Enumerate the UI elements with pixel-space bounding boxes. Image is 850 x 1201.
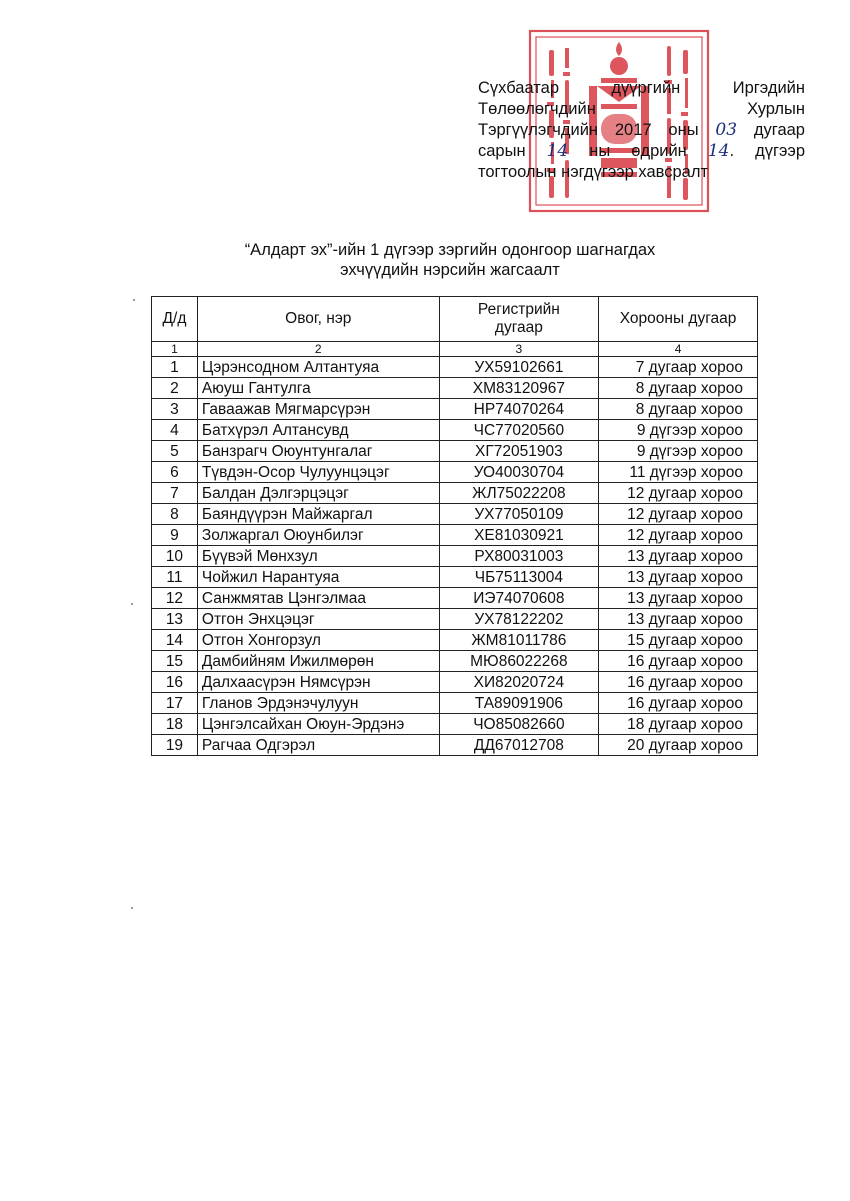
row-number-cell: 6 [152, 462, 198, 483]
table-row [152, 693, 758, 714]
row-register-cell: УХ59102661 [439, 357, 599, 378]
table-row [152, 609, 758, 630]
row-register-cell: ЧС77020560 [439, 420, 599, 441]
table-row [152, 735, 758, 756]
appendix-line4-text-b: ны өдрийн [589, 142, 687, 160]
row-name-cell: Отгон Энхцэцэг [197, 609, 439, 630]
row-register-cell: ХЕ81030921 [439, 525, 599, 546]
row-khoroo-cell: 15 дугаар хороо [599, 630, 758, 651]
row-khoroo-cell: 12 дугаар хороо [599, 483, 758, 504]
row-number-cell: 8 [152, 504, 198, 525]
row-name-cell: Банзрагч Оюунтунгалаг [197, 441, 439, 462]
row-number-cell: 11 [152, 567, 198, 588]
table-row [152, 546, 758, 567]
table-row [152, 420, 758, 441]
row-khoroo-cell: 11 дүгээр хороо [599, 462, 758, 483]
column-number-row [152, 342, 758, 357]
row-number-cell: 10 [152, 546, 198, 567]
row-khoroo-cell: 13 дугаар хороо [599, 609, 758, 630]
table-row [152, 483, 758, 504]
appendix-line3-text-a: Тэргүүлэгчдийн 2017 оны [478, 121, 699, 139]
row-register-cell: ДД67012708 [439, 735, 599, 756]
row-register-cell: ЖМ81011786 [439, 630, 599, 651]
row-number-cell: 13 [152, 609, 198, 630]
row-khoroo-cell: 8 дугаар хороо [599, 399, 758, 420]
row-register-cell: ТА89091906 [439, 693, 599, 714]
row-khoroo-cell: 18 дугаар хороо [599, 714, 758, 735]
header-register-line-1: Регистрийн [477, 301, 560, 318]
row-name-cell: Аюуш Гантулга [197, 378, 439, 399]
appendix-note-line-2: Төлөөлөгчдийн Хурлын [478, 100, 805, 118]
row-number-cell: 5 [152, 441, 198, 462]
row-khoroo-cell: 8 дугаар хороо [599, 378, 758, 399]
row-number-cell: 2 [152, 378, 198, 399]
row-number-cell: 17 [152, 693, 198, 714]
table-row [152, 588, 758, 609]
row-register-cell: ИЭ74070608 [439, 588, 599, 609]
row-number-cell: 7 [152, 483, 198, 504]
row-register-cell: ЖЛ75022208 [439, 483, 599, 504]
row-register-cell: НР74070264 [439, 399, 599, 420]
row-khoroo-cell: 20 дугаар хороо [599, 735, 758, 756]
appendix-note [478, 78, 805, 183]
table-row [152, 462, 758, 483]
row-register-cell: РХ80031003 [439, 546, 599, 567]
row-khoroo-cell: 9 дүгээр хороо [599, 441, 758, 462]
column-number: 1 [152, 342, 198, 357]
table-row [152, 672, 758, 693]
handwritten-resolution-number: 14 [707, 141, 730, 161]
document-title [150, 240, 750, 280]
appendix-note-line-5: тогтоолын нэгдүгээр хавсралт [478, 163, 709, 181]
row-name-cell: Отгон Хонгорзул [197, 630, 439, 651]
row-register-cell: ХИ82020724 [439, 672, 599, 693]
column-number: 4 [599, 342, 758, 357]
row-name-cell: Гаваажав Мягмарсүрэн [197, 399, 439, 420]
row-name-cell: Рагчаа Одгэрэл [197, 735, 439, 756]
row-khoroo-cell: 16 дугаар хороо [599, 651, 758, 672]
row-khoroo-cell: 7 дугаар хороо [599, 357, 758, 378]
header-khoroo: Хорооны дугаар [599, 297, 758, 342]
row-khoroo-cell: 16 дугаар хороо [599, 672, 758, 693]
row-number-cell: 9 [152, 525, 198, 546]
row-khoroo-cell: 13 дугаар хороо [599, 546, 758, 567]
row-number-cell: 14 [152, 630, 198, 651]
appendix-line4-text-a: сарын [478, 142, 526, 160]
row-number-cell: 18 [152, 714, 198, 735]
row-register-cell: ЧО85082660 [439, 714, 599, 735]
mothers-roster-table [151, 296, 758, 756]
row-khoroo-cell: 13 дугаар хороо [599, 588, 758, 609]
header-register-line-2: дугаар [494, 319, 543, 336]
row-register-cell: УХ77050109 [439, 504, 599, 525]
row-number-cell: 12 [152, 588, 198, 609]
table-row [152, 441, 758, 462]
row-register-cell: УО40030704 [439, 462, 599, 483]
row-register-cell: ХГ72051903 [439, 441, 599, 462]
table-row [152, 378, 758, 399]
table-row [152, 630, 758, 651]
row-register-cell: ХМ83120967 [439, 378, 599, 399]
document-title-line-1: “Алдарт эх”-ийн 1 дүгээр зэргийн одонгоор шагнагдах [244, 241, 656, 259]
table-header-row [152, 297, 758, 342]
table-row [152, 714, 758, 735]
document-title-line-2: эхчүүдийн нэрсийн жагсаалт [340, 261, 560, 279]
row-number-cell: 3 [152, 399, 198, 420]
row-name-cell: Цэнгэлсайхан Оюун-Эрдэнэ [197, 714, 439, 735]
row-khoroo-cell: 12 дугаар хороо [599, 525, 758, 546]
table-row [152, 357, 758, 378]
appendix-note-line-4 [478, 141, 805, 162]
scan-speck [131, 603, 133, 605]
header-name: Овог, нэр [197, 297, 439, 342]
row-number-cell: 4 [152, 420, 198, 441]
row-name-cell: Цэрэнсодном Алтантуяа [197, 357, 439, 378]
row-name-cell: Баяндүүрэн Майжаргал [197, 504, 439, 525]
row-number-cell: 15 [152, 651, 198, 672]
table-row [152, 399, 758, 420]
table-body [152, 357, 758, 756]
appendix-line3-text-b: дугаар [753, 121, 805, 139]
row-number-cell: 1 [152, 357, 198, 378]
handwritten-month: 03 [715, 120, 738, 140]
column-number: 3 [439, 342, 599, 357]
table-row [152, 525, 758, 546]
row-register-cell: МЮ86022268 [439, 651, 599, 672]
row-name-cell: Балдан Дэлгэрцэцэг [197, 483, 439, 504]
table-row [152, 567, 758, 588]
row-register-cell: ЧБ75113004 [439, 567, 599, 588]
row-register-cell: УХ78122202 [439, 609, 599, 630]
appendix-line4-text-c: . дүгээр [729, 142, 805, 160]
column-number: 2 [197, 342, 439, 357]
row-name-cell: Золжаргал Оюунбилэг [197, 525, 439, 546]
row-name-cell: Далхаасүрэн Нямсүрэн [197, 672, 439, 693]
row-name-cell: Чойжил Нарантуяа [197, 567, 439, 588]
handwritten-day: 14 [546, 141, 569, 161]
scan-speck [133, 299, 135, 301]
table-row [152, 504, 758, 525]
appendix-note-line-3 [478, 120, 805, 141]
row-khoroo-cell: 12 дугаар хороо [599, 504, 758, 525]
row-khoroo-cell: 13 дугаар хороо [599, 567, 758, 588]
row-khoroo-cell: 16 дугаар хороо [599, 693, 758, 714]
row-number-cell: 19 [152, 735, 198, 756]
appendix-note-line-1: Сүхбаатар дүүргийн Иргэдийн [478, 79, 805, 97]
scan-speck [131, 907, 133, 909]
row-khoroo-cell: 9 дүгээр хороо [599, 420, 758, 441]
row-name-cell: Санжмятав Цэнгэлмаа [197, 588, 439, 609]
row-name-cell: Дамбийням Ижилмөрөн [197, 651, 439, 672]
header-register [439, 297, 599, 342]
row-name-cell: Бүүвэй Мөнхзул [197, 546, 439, 567]
row-number-cell: 16 [152, 672, 198, 693]
row-name-cell: Түвдэн-Осор Чулуунцэцэг [197, 462, 439, 483]
row-name-cell: Гланов Эрдэнэчулуун [197, 693, 439, 714]
table-row [152, 651, 758, 672]
header-number: Д/д [152, 297, 198, 342]
row-name-cell: Батхүрэл Алтансувд [197, 420, 439, 441]
